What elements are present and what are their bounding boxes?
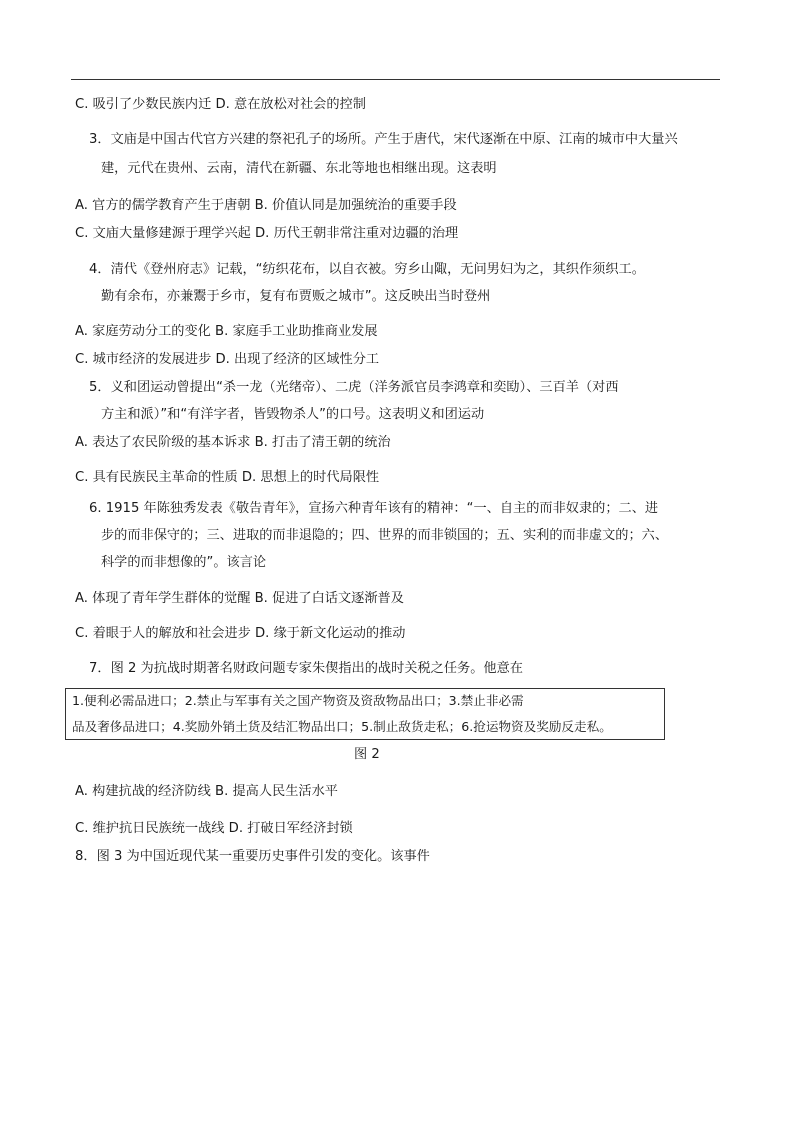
q6-stem-line3: 科学的而非想像的”。该言论 (101, 555, 267, 570)
q6-options-cd: C. 着眼于人的解放和社会进步 D. 缘于新文化运动的推动 (75, 626, 406, 641)
q7-options-cd: C. 维护抗日民族统一战线 D. 打破日军经济封锁 (75, 821, 353, 836)
q4-stem-line1: 4．清代《登州府志》记载，“纺织花布，以自衣被。穷乡山陬，无问男妇为之，其织作须织工。 (89, 262, 645, 277)
figure-2-box (65, 688, 665, 740)
q3-stem-line1: 3．文庙是中国古代官方兴建的祭祀孔子的场所。产生于唐代，宋代逐渐在中原、江南的城市中大量兴 (89, 132, 678, 147)
q4-options-ab: A. 家庭劳动分工的变化 B. 家庭手工业助推商业发展 (75, 324, 378, 339)
q5-options-cd: C. 具有民族民主革命的性质 D. 思想上的时代局限性 (75, 470, 380, 485)
q4-options-cd: C. 城市经济的发展进步 D. 出现了经济的区域性分工 (75, 352, 380, 367)
q2-options-cd: C. 吸引了少数民族内迁 D. 意在放松对社会的控制 (75, 97, 366, 112)
figure-2-line2: 品及奢侈品进口；4.奖励外销土货及结汇物品出口；5.制止敌货走私；6.抢运物资及奖励反走私。 (72, 719, 612, 734)
q5-options-ab: A. 表达了农民阶级的基本诉求 B. 打击了清王朝的统治 (75, 435, 391, 450)
q7-stem: 7．图 2 为抗战时期著名财政问题专家朱偰指出的战时关税之任务。他意在 (89, 661, 523, 676)
figure-2-line1: 1.便利必需品进口；2.禁止与军事有关之国产物资及资敌物品出口；3.禁止非必需 (72, 693, 524, 708)
q3-stem-line2: 建，元代在贵州、云南，清代在新疆、东北等地也相继出现。这表明 (101, 161, 497, 176)
q8-stem: 8．图 3 为中国近现代某一重要历史事件引发的变化。该事件 (75, 849, 430, 864)
header-rule (71, 79, 720, 80)
q6-stem-line2: 步的而非保守的；三、进取的而非退隐的；四、世界的而非锁国的；五、实利的而非虚文的；六、 (101, 528, 669, 543)
q5-stem-line1: 5．义和团运动曾提出“杀一龙（光绪帝）、二虎（洋务派官员李鸿章和奕劻）、三百羊（对西 (89, 380, 619, 395)
q6-stem-line1: 6. 1915 年陈独秀发表《敬告青年》，宣扬六种青年该有的精神：“一、自主的而非奴隶的；二、进 (89, 501, 659, 516)
q3-options-cd: C. 文庙大量修建源于理学兴起 D. 历代王朝非常注重对边疆的治理 (75, 226, 459, 241)
figure-2-caption: 图 2 (354, 747, 380, 762)
q5-stem-line2: 方主和派）”和“有洋字者，皆毁物杀人”的口号。这表明义和团运动 (101, 407, 485, 422)
q4-stem-line2: 勤有余布，亦兼鬻于乡市，复有布贾贩之城市”。这反映出当时登州 (101, 289, 491, 304)
q3-options-ab: A. 官方的儒学教育产生于唐朝 B. 价值认同是加强统治的重要手段 (75, 198, 457, 213)
q7-options-ab: A. 构建抗战的经济防线 B. 提高人民生活水平 (75, 784, 338, 799)
q6-options-ab: A. 体现了青年学生群体的觉醒 B. 促进了白话文逐渐普及 (75, 591, 404, 606)
